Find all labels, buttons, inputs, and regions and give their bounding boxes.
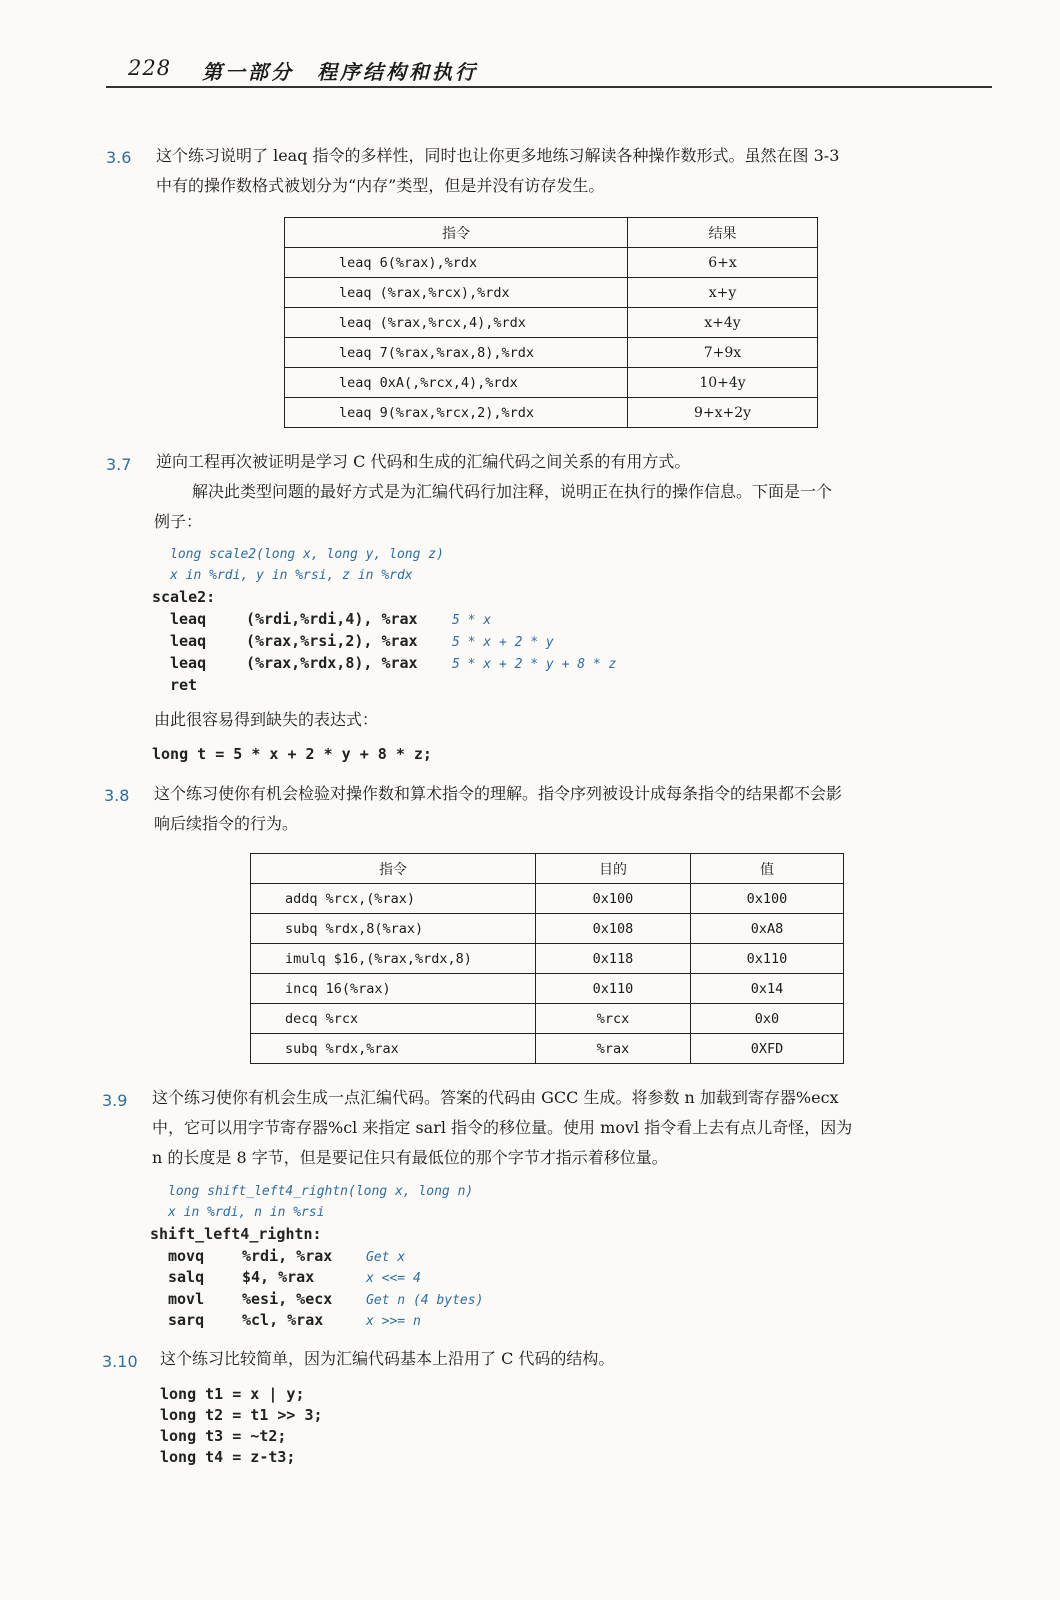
- text-line: 中有的操作数格式被划分为“内存”类型，但是并没有访存发生。: [156, 176, 605, 195]
- code-line: long t2 = t1 >> 3;: [160, 1406, 323, 1424]
- code-args-line: %rdi, %rax: [242, 1247, 333, 1265]
- exercise-number-3-9: 3.9: [102, 1091, 128, 1110]
- code-op: salq: [168, 1268, 205, 1286]
- code-op: leaq: [170, 632, 207, 650]
- table-row: [285, 368, 818, 398]
- column-header: 结果: [628, 218, 818, 248]
- result-cell: x+y: [628, 278, 818, 308]
- text-line: 响后续指令的行为。: [154, 814, 299, 833]
- column-header: 值: [691, 854, 844, 884]
- value-cell: 0x14: [691, 974, 844, 1004]
- code-op: leaq: [170, 654, 207, 672]
- code-line: long t4 = z-t3;: [160, 1448, 296, 1466]
- instruction-cell: leaq (%rax,%rcx,4),%rdx: [285, 308, 628, 338]
- exercise-3-7-line1: 逆向工程再次被证明是学习 C 代码和生成的汇编代码之间关系的有用方式。: [156, 452, 691, 471]
- code-args: x in %rdi, n in %rsi: [168, 1205, 325, 1220]
- code-args-line: (%rdi,%rdi,4), %rax: [246, 610, 418, 628]
- code-comment: 5 * x: [452, 613, 492, 628]
- table-row: [285, 308, 818, 338]
- exercise-number-3-10: 3.10: [102, 1352, 138, 1371]
- code-signature: long shift_left4_rightn(long x, long n): [168, 1184, 474, 1199]
- table-row: [285, 398, 818, 428]
- exercise-number-3-8: 3.8: [104, 786, 130, 805]
- table-row: [285, 248, 818, 278]
- code-op: sarq: [168, 1311, 205, 1329]
- table-row: [285, 278, 818, 308]
- code-op: movq: [168, 1247, 205, 1265]
- column-header: 指令: [251, 854, 536, 884]
- page-number: 228: [128, 56, 172, 80]
- instruction-cell: addq %rcx,(%rax): [251, 884, 536, 914]
- code-line: long t3 = ~t2;: [160, 1427, 287, 1445]
- value-cell: 0xA8: [691, 914, 844, 944]
- table-row: [251, 1034, 844, 1064]
- exercise-3-10-text: 这个练习比较简单，因为汇编代码基本上沿用了 C 代码的结构。: [160, 1349, 615, 1368]
- result-cell: 9+x+2y: [628, 398, 818, 428]
- missing-expression: long t = 5 * x + 2 * y + 8 * z;: [152, 745, 432, 763]
- table-row: [285, 338, 818, 368]
- exercise-3-7-line3: 例子：: [154, 512, 203, 531]
- code-comment: x >>= n: [366, 1314, 421, 1329]
- destination-cell: 0x118: [536, 944, 691, 974]
- code-op: ret: [170, 676, 198, 694]
- exercise-3-7-after: 由此很容易得到缺失的表达式：: [154, 710, 379, 729]
- text-line: 这个练习使你有机会检验对操作数和算术指令的理解。指令序列被设计成每条指令的结果都不会影: [154, 784, 843, 803]
- instruction-cell: leaq 9(%rax,%rcx,2),%rdx: [285, 398, 628, 428]
- code-signature: long scale2(long x, long y, long z): [170, 547, 444, 562]
- destination-cell: 0x110: [536, 974, 691, 1004]
- exercise-number-3-6: 3.6: [106, 148, 132, 167]
- value-cell: 0XFD: [691, 1034, 844, 1064]
- table-row: [251, 1004, 844, 1034]
- part-title: 第一部分 程序结构和执行: [202, 60, 478, 84]
- code-comment: 5 * x + 2 * y: [452, 635, 554, 650]
- code-comment: x <<= 4: [366, 1271, 421, 1286]
- exercise-3-9-text: [152, 1083, 852, 1173]
- destination-cell: %rcx: [536, 1004, 691, 1034]
- instruction-cell: leaq 7(%rax,%rax,8),%rdx: [285, 338, 628, 368]
- text-line: 这个练习说明了 leaq 指令的多样性，同时也让你更多地练习解读各种操作数形式。虽然在图 3-3: [156, 146, 840, 165]
- result-cell: 7+9x: [628, 338, 818, 368]
- code-op: leaq: [170, 610, 207, 628]
- result-cell: 6+x: [628, 248, 818, 278]
- text-line: n 的长度是 8 字节，但是要记住只有最低位的那个字节才指示着移位量。: [152, 1148, 668, 1167]
- leaq-table: [284, 217, 818, 428]
- code-comment: Get n (4 bytes): [366, 1293, 484, 1308]
- result-cell: x+4y: [628, 308, 818, 338]
- table-row: [251, 974, 844, 1004]
- destination-cell: 0x100: [536, 884, 691, 914]
- table-row: [251, 884, 844, 914]
- code-args-line: %cl, %rax: [242, 1311, 324, 1329]
- table-row: [251, 944, 844, 974]
- code-line: long t1 = x | y;: [160, 1385, 305, 1403]
- instruction-cell: decq %rcx: [251, 1004, 536, 1034]
- instruction-cell: subq %rdx,8(%rax): [251, 914, 536, 944]
- code-comment: Get x: [366, 1250, 406, 1265]
- instruction-cell: leaq (%rax,%rcx),%rdx: [285, 278, 628, 308]
- code-comment: 5 * x + 2 * y + 8 * z: [452, 657, 617, 672]
- value-cell: 0x100: [691, 884, 844, 914]
- value-cell: 0x0: [691, 1004, 844, 1034]
- text-line: 中，它可以用字节寄存器%cl 来指定 sarl 指令的移位量。使用 movl 指令看上去有点儿奇怪，因为: [152, 1118, 853, 1137]
- code-label: shift_left4_rightn:: [150, 1225, 322, 1243]
- code-op: movl: [168, 1290, 205, 1308]
- result-cell: 10+4y: [628, 368, 818, 398]
- code-args-line: (%rax,%rsi,2), %rax: [246, 632, 418, 650]
- column-header: 目的: [536, 854, 691, 884]
- code-args: x in %rdi, y in %rsi, z in %rdx: [170, 568, 413, 583]
- column-header: 指令: [285, 218, 628, 248]
- header-rule: [106, 86, 992, 88]
- instruction-cell: leaq 6(%rax),%rdx: [285, 248, 628, 278]
- exercise-3-8-text: [154, 779, 842, 839]
- destination-cell: 0x108: [536, 914, 691, 944]
- exercise-3-7-line2: 解决此类型问题的最好方式是为汇编代码行加注释，说明正在执行的操作信息。下面是一个: [192, 482, 833, 501]
- instruction-cell: subq %rdx,%rax: [251, 1034, 536, 1064]
- destination-cell: %rax: [536, 1034, 691, 1064]
- value-cell: 0x110: [691, 944, 844, 974]
- exercise-3-6-text: [156, 141, 839, 201]
- arith-table: [250, 853, 844, 1064]
- instruction-cell: imulq $16,(%rax,%rdx,8): [251, 944, 536, 974]
- exercise-number-3-7: 3.7: [106, 455, 132, 474]
- code-args-line: $4, %rax: [242, 1268, 315, 1286]
- code-args-line: %esi, %ecx: [242, 1290, 333, 1308]
- table-row: [251, 914, 844, 944]
- code-label: scale2:: [152, 588, 216, 606]
- text-line: 这个练习使你有机会生成一点汇编代码。答案的代码由 GCC 生成。将参数 n 加载到寄存器%ecx: [152, 1088, 839, 1107]
- code-args-line: (%rax,%rdx,8), %rax: [246, 654, 418, 672]
- instruction-cell: incq 16(%rax): [251, 974, 536, 1004]
- instruction-cell: leaq 0xA(,%rcx,4),%rdx: [285, 368, 628, 398]
